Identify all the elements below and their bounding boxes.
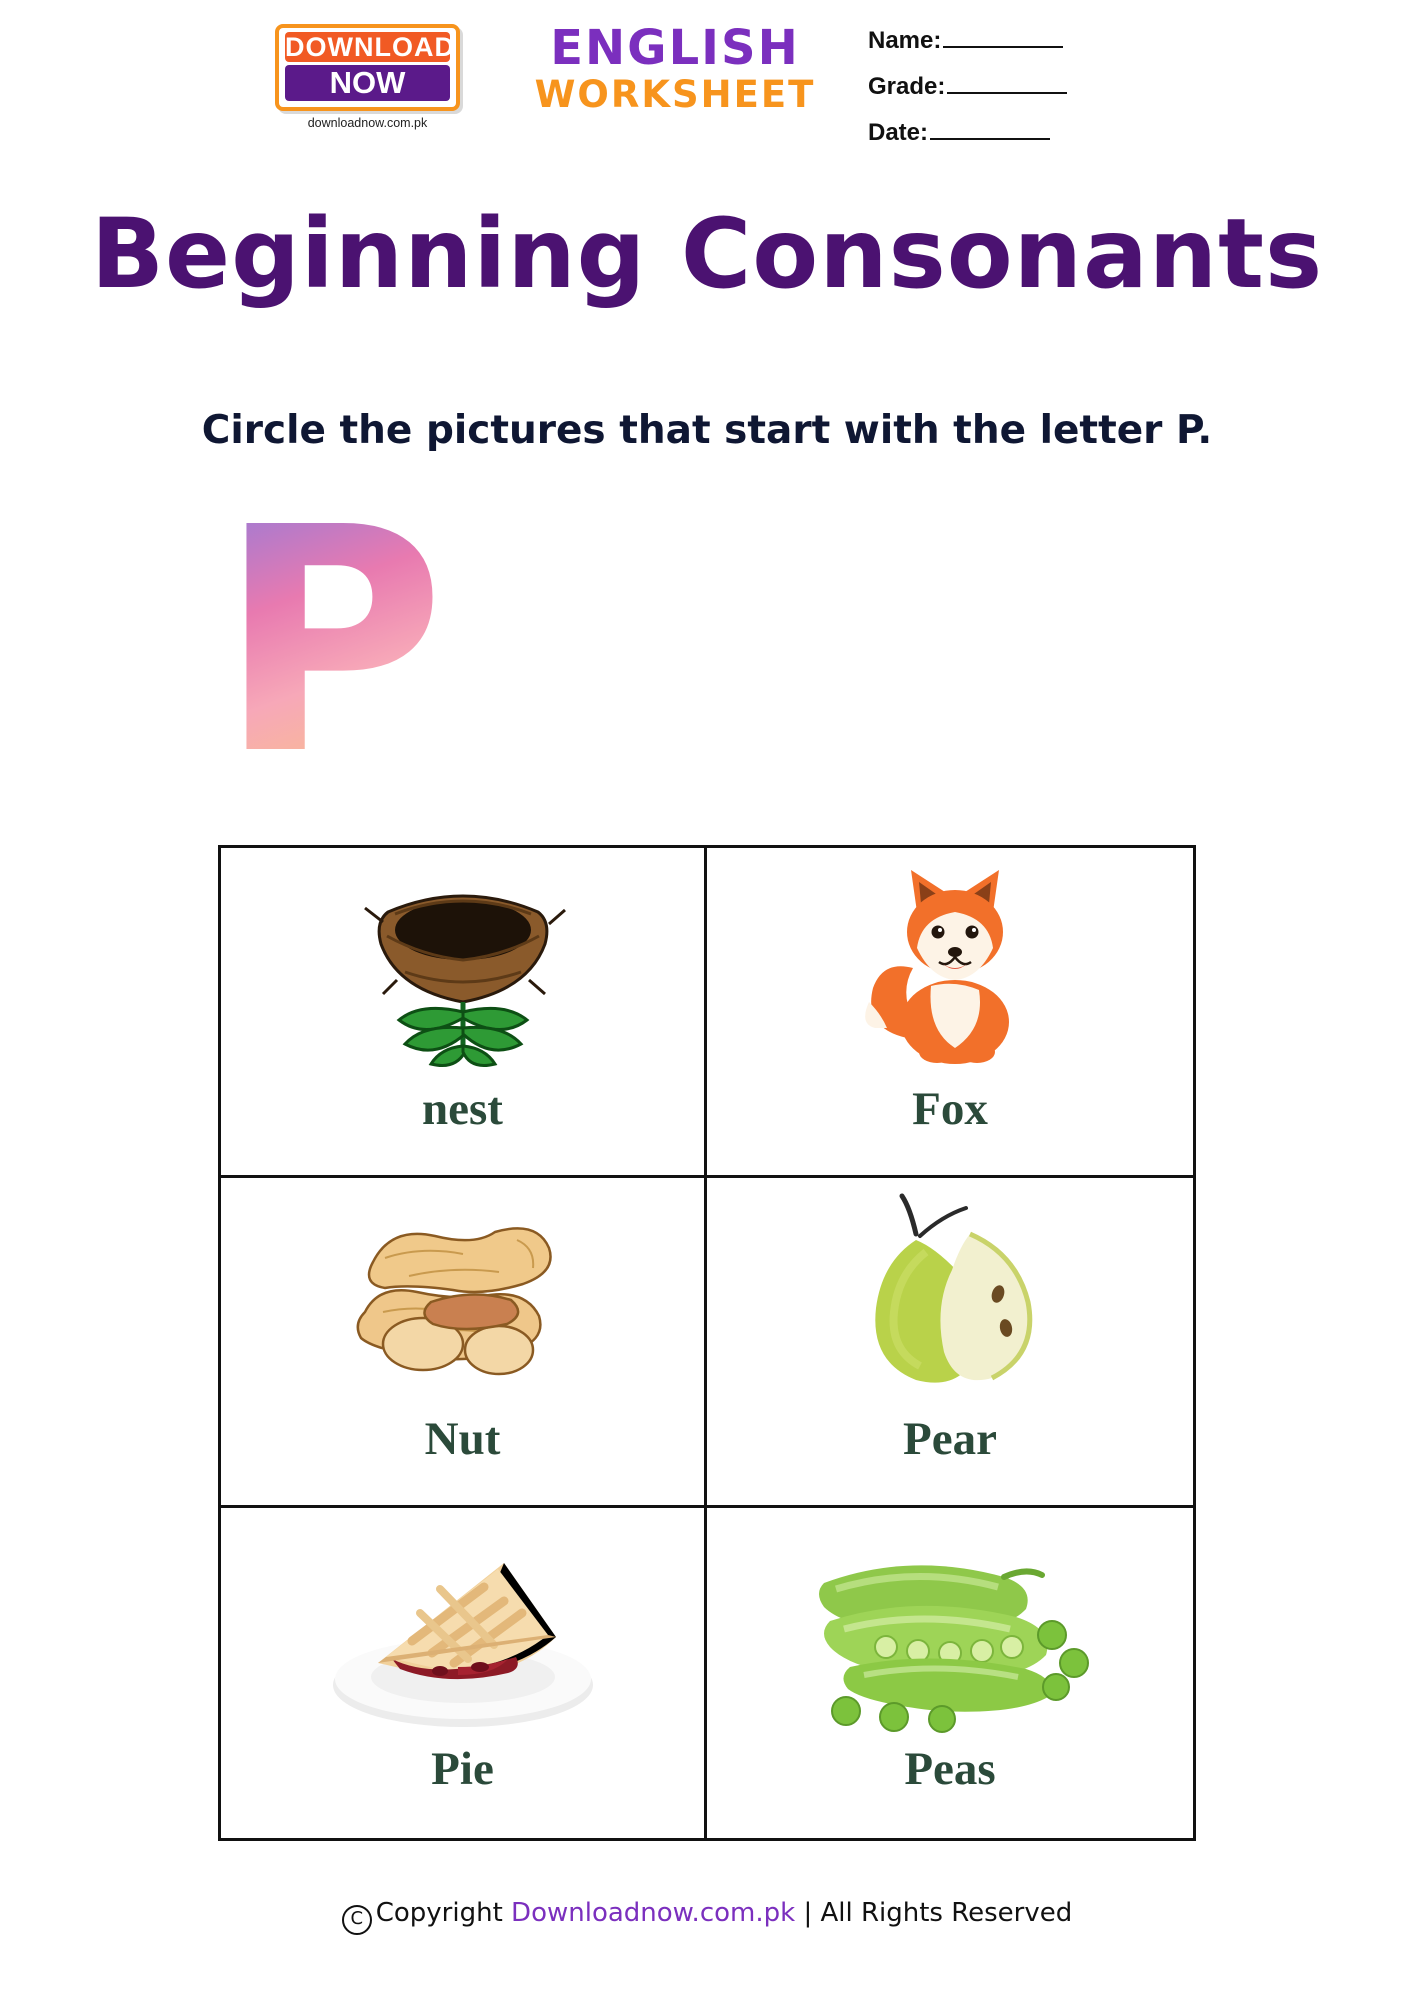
caption-fox: Fox (912, 1083, 988, 1135)
caption-peas: Peas (904, 1743, 996, 1795)
name-field-row[interactable] (868, 26, 1067, 55)
grid-cell-nest[interactable] (221, 848, 707, 1178)
big-letter-p: P (218, 462, 446, 823)
grid-cell-peas[interactable] (707, 1508, 1193, 1838)
grade-field-row[interactable] (868, 72, 1067, 101)
grid-cell-nut[interactable] (221, 1178, 707, 1508)
picture-grid (218, 845, 1196, 1841)
worksheet-subject-worksheet: WORKSHEET (534, 73, 816, 116)
name-field-label: Name: (868, 27, 942, 54)
copyright-icon: C (342, 1905, 372, 1935)
student-info-fields (868, 26, 1067, 164)
grid-cell-pie[interactable] (221, 1508, 707, 1838)
caption-nut: Nut (424, 1413, 501, 1465)
peanut-illustration (221, 1178, 704, 1416)
date-field-blank[interactable] (930, 118, 1050, 140)
logo-now-label: NOW (285, 65, 450, 101)
fox-illustration (707, 848, 1193, 1086)
nest-illustration (221, 848, 704, 1086)
pear-illustration (707, 1178, 1193, 1416)
copyright-label: Copyright (375, 1898, 503, 1928)
page-title: Beginning Consonants (90, 198, 1324, 310)
date-field-row[interactable] (868, 118, 1067, 147)
logo-badge (275, 24, 460, 111)
pie-illustration (221, 1508, 704, 1746)
worksheet-subject-title (520, 22, 830, 116)
caption-pear: Pear (903, 1413, 997, 1465)
peas-illustration (707, 1508, 1193, 1746)
footer-rights-label: | All Rights Reserved (803, 1898, 1073, 1928)
caption-pie: Pie (431, 1743, 494, 1795)
date-field-label: Date: (868, 119, 929, 146)
logo-url-label: downloadnow.com.pk (307, 116, 428, 130)
footer-site-link[interactable]: Downloadnow.com.pk (511, 1898, 796, 1928)
download-now-logo[interactable] (275, 24, 460, 130)
grade-field-label: Grade: (868, 73, 946, 100)
grid-cell-pear[interactable] (707, 1178, 1193, 1508)
name-field-blank[interactable] (943, 26, 1063, 48)
footer-copyright (0, 1898, 1414, 1935)
logo-download-label: DOWNLOAD (285, 32, 455, 62)
worksheet-subject-english: ENGLISH (550, 20, 800, 76)
grid-cell-fox[interactable] (707, 848, 1193, 1178)
caption-nest: nest (422, 1083, 503, 1135)
instruction-text: Circle the pictures that start with the letter P. (201, 408, 1213, 453)
page-header (0, 14, 1414, 174)
grade-field-blank[interactable] (947, 72, 1067, 94)
